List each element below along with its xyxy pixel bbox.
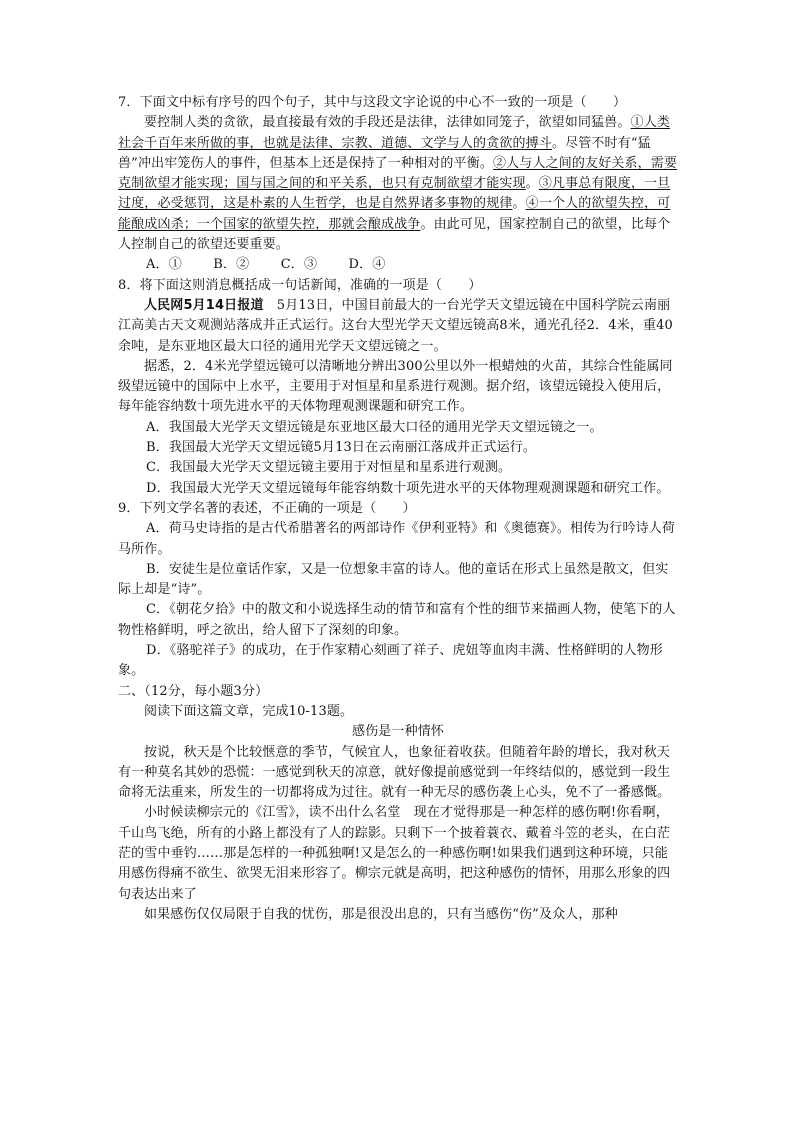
q8-news-paragraph-2: 据悉，2．4米光学望远镜可以清晰地分辨出300公里以外一根蜡烛的火苗，其综合性能属同级望远镜中的国际中上水平，主要用于对恒星和星系进行观测。据介绍，该望远镜投入使用后，每年能容纳数十项先进水平的天体物理观测课题和研究工作。	[118, 358, 673, 415]
q7-text-4: 。由此可见，国家控制自己的欲望，比每个人控制自己的欲望还要重要。	[118, 216, 671, 253]
q8-dateline: 人民网5月14日报道	[144, 297, 264, 313]
q8-news-paragraph-1	[118, 296, 678, 357]
article-paragraph: 如果感伤仅仅局限于自我的忧伤，那是很没出息的，只有当感伤“伤”及众人，那种	[144, 906, 618, 922]
q9-stem: 9．下列文学名著的表述，不正确的一项是（ ）	[118, 500, 416, 516]
section-heading: 二、（12分，每小题3分）	[118, 683, 269, 699]
q7-sentence-2: ②人与人之间的友好关系，需要克制欲望才能实现；国与国之间的和平关系，也只有克制欲望才能实现	[118, 155, 678, 192]
q7-passage	[118, 113, 678, 255]
q7-choices: A．① B．② C．③ D．④	[146, 257, 386, 273]
q9-option-b: B．安徒生是位童话作家，又是一位想象丰富的诗人。他的童话在形式上虽然是散文，但实际上却是“诗”。	[118, 561, 669, 598]
q7-text-1: 。尽管不时有“猛兽”冲出牢笼伤人的事件，但基本上还是保持了一种相对的平衡。	[118, 135, 651, 171]
q9-option-d: D．《骆驼祥子》的成功，在于作家精心刻画了祥子、虎妞等血肉丰满、性格鲜明的人物形象。	[118, 643, 663, 679]
q8-option-d: D．我国最大光学天文望远镜每年能容纳数十项先进水平的天体物理观测课题和研究工作。	[146, 480, 670, 496]
q7-text-2: 。	[525, 176, 539, 192]
article-paragraph: 按说，秋天是个比较惬意的季节，气候宜人，也象征着收获。但随着年龄的增长，我对秋天有一种莫名其妙的恐慌：一感觉到秋天的凉意，就好像提前感觉到一年终结似的，感觉到一段生命将无法重来，所发生的一切都将成为过往。就有一种无尽的感伤袭上心头，免不了一番感慨。	[118, 744, 671, 801]
article-title: 感伤是一种情怀	[351, 724, 445, 740]
q9-option-a: A．荷马史诗指的是古代希腊著名的两部诗作《伊利亚特》和《奥德赛》。相传为行吟诗人荷马所作。	[118, 521, 676, 557]
q7-text-3: 。	[512, 196, 526, 212]
q8-news-text-1: 5月13日，中国目前最大的一台光学天文望远镜在中国科学院云南丽江高美古天文观测站落成并正式运行。这台大型光学天文望远镜高8米，通光孔径2．4米，重40余吨，是东亚地区最大口径的通用光学天文望远镜之一。	[118, 297, 673, 354]
q8-stem: 8．将下面这则消息概括成一句话新闻，准确的一项是（ ）	[118, 277, 482, 293]
q7-sentence-1: ①人类社会千百年来所做的事，也就是法律、宗教、道德、文学与人的贪欲的搏斗	[118, 115, 671, 151]
q7-lead: 要控制人类的贪欲，最直接最有效的手段还是法律，法律如同笼子，欲望如同猛兽。	[144, 115, 631, 131]
q8-option-a: A．我国最大光学天文望远镜是东亚地区最大口径的通用光学天文望远镜之一。	[146, 419, 603, 435]
q7-stem: 7．下面文中标有序号的四个句子，其中与这段文字论说的中心不一致的一项是（ ）	[118, 95, 627, 110]
article-paragraph: 小时候读柳宗元的《江雪》，读不出什么名堂 现在才觉得那是一种怎样的感伤啊!你看啊，千山鸟飞绝，所有的小路上都没有了人的踪影。只剩下一个披着蓑衣、戴着斗笠的老头，在白茫茫的雪中垂钓……那是怎样的一种孤独啊!又是怎么的一种感伤啊!如果我们遇到这种环境，只能用感伤得痛不欲生、欲哭无泪来形容了。柳宗元就是高明，把这种感伤的情怀，用那么形象的四句表达出来了	[118, 805, 671, 902]
q8-option-b: B．我国最大光学天文望远镜5月13日在云南丽江落成并正式运行。	[146, 440, 537, 456]
q7-sentence-4: ④一个人的欲望失控，可能酿成凶杀；一个国家的欲望失控，那就会酿成战争	[118, 196, 671, 232]
q9-option-c: C．《朝花夕拾》中的散文和小说选择生动的情节和富有个性的细节来描画人物，使笔下的人物性格鲜明，呼之欲出，给人留下了深刻的印象。	[118, 602, 676, 638]
q8-option-c: C．我国最大光学天文望远镜主要用于对恒星和星系进行观测。	[146, 460, 512, 476]
section-instruction: 阅读下面这篇文章，完成10-13题。	[144, 703, 354, 719]
exam-page	[118, 93, 678, 925]
q7-sentence-3: ③凡事总有限度，一旦过度，必受惩罚，这是朴素的人生哲学，也是自然界诸多事物的规律	[118, 176, 671, 212]
